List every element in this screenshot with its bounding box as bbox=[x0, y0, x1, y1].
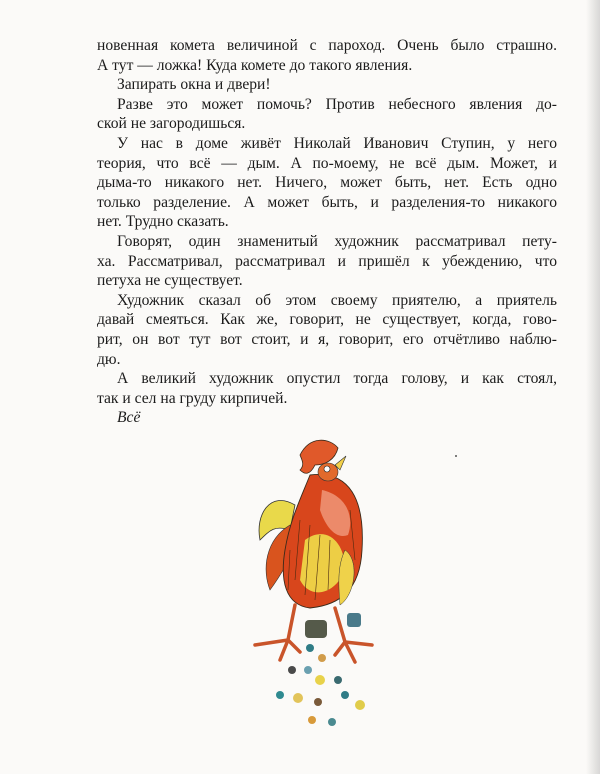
text-line: У нас в доме живёт Николай Иванович Ступин, у него bbox=[117, 134, 557, 152]
text-line: рит, он вот тут вот стоит, и я, говорит, его отчётливо наблю- bbox=[97, 330, 557, 348]
text-line: давай смеяться. Как же, говорит, не существует, когда, гово- bbox=[97, 311, 557, 329]
text-line: теория, что всё — дым. А по-моему, не всё дым. Может, и bbox=[97, 154, 557, 172]
text-line: ха. Рассматривал, рассматривал и пришёл к убеждению, что bbox=[97, 252, 557, 270]
text-line: нет. Трудно сказать. bbox=[97, 213, 229, 231]
text-line: Художник сказал об этом своему приятелю, а приятель bbox=[117, 291, 557, 309]
rooster-icon bbox=[255, 440, 372, 726]
page-edge-shadow bbox=[586, 0, 600, 774]
text-line: А великий художник опустил тогда голову, и как стоял, bbox=[117, 370, 557, 388]
text-line: ской не загородишься. bbox=[97, 115, 246, 133]
text-line: дыма-то никакого нет. Ничего, может быть, нет. Есть одно bbox=[97, 174, 557, 192]
text-line: новенная комета величиной с пароход. Очень было страшно. bbox=[97, 37, 557, 54]
story-text bbox=[97, 36, 557, 428]
text-line: Разве это может помочь? Против небесного явления до- bbox=[117, 95, 557, 113]
text-line: дю. bbox=[97, 350, 121, 368]
text-line: Запирать окна и двери! bbox=[117, 76, 271, 94]
rooster-illustration bbox=[250, 430, 430, 730]
text-line: так и сел на груду кирпичей. bbox=[97, 389, 288, 407]
text-line: А тут — ложка! Куда комете до такого явления. bbox=[97, 56, 413, 74]
text-line: Говорят, один знаменитый художник рассматривал пету- bbox=[117, 232, 557, 250]
text-line: только разделение. А может быть, и разделения-то никакого bbox=[97, 193, 557, 211]
speck bbox=[455, 455, 457, 457]
ending-word: Всё bbox=[117, 409, 141, 427]
text-line: петуха не существует. bbox=[97, 272, 243, 290]
